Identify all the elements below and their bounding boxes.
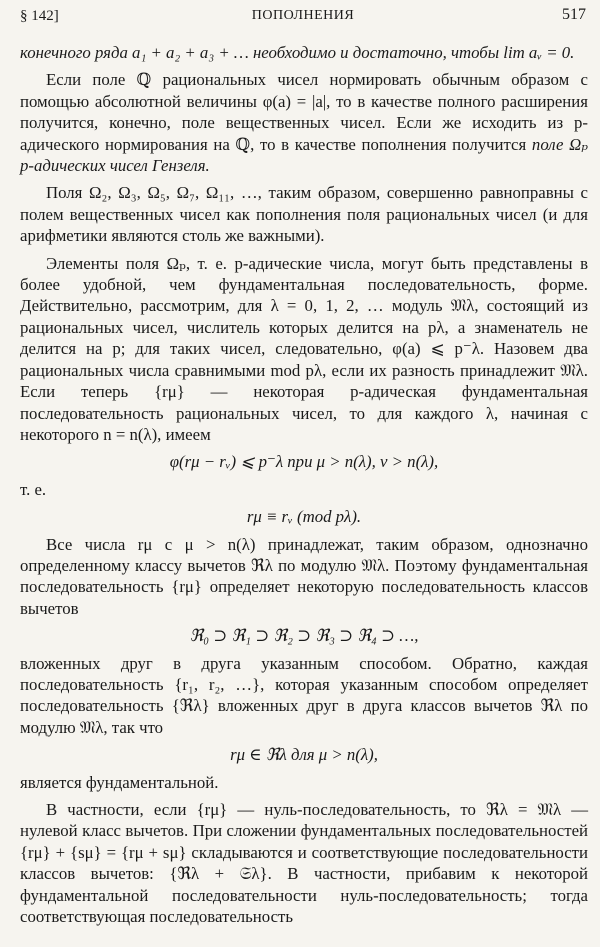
- formula-congruence: rμ ≡ rᵥ (mod pλ).: [246, 507, 362, 527]
- page-number: 517: [562, 6, 586, 23]
- text-run: Поля Ω₂, Ω₃, Ω₅, Ω₇, Ω₁₁, …, таким образом, совершенно равноправны с полем вещественных чисел как пополнения поля рациональных чисел (и для арифметики являются столь же важными).: [20, 183, 588, 246]
- paragraph-p2: [20, 182, 588, 246]
- formula-norm-inequality: φ(rμ − rᵥ) ⩽ p⁻λ при μ > n(λ), ν > n(λ),: [169, 452, 439, 472]
- paragraph-converse: вложенных друг в друга указанным способом. Обратно, каждая последовательность {r₁, r₂, …}, которая указанным способом определяет последовательность {ℜλ} вложенных друг в друга классов вычетов ℜλ по модулю 𝔐λ, так что: [20, 653, 588, 737]
- paragraph-null-sequence: В частности, если {rμ} — нуль-последовательность, то ℜλ = 𝔐λ — нулевой класс вычетов. При сложении фундаментальных последовательностей {rμ} + {sμ} = {rμ + sμ} складываются и соответствующие последовательности классов вычетов: {ℜλ + 𝔖λ}. В частности, прибавим к некоторой фундаментальной последовательности нуль-последовательность; тогда соответствующая последовательность: [20, 800, 588, 927]
- running-header: [20, 6, 586, 30]
- paragraph-p3: [20, 253, 588, 446]
- paragraph-p1: [20, 69, 588, 176]
- paragraph-p0: [20, 42, 588, 63]
- formula-membership: rμ ∈ ℜλ для μ > n(λ),: [230, 745, 378, 765]
- text-run: Элементы поля Ωₚ, т. е. p-адические числа, могут быть представлены в более удобной, чем фундаментальная последовательность, форме. Действительно, рассмотрим, для λ = 0, 1, 2, … модуль 𝔐λ, состоящий из рациональных чисел, числитель которых делится на pλ, а знаменатель не делится на p; для таких чисел, следовательно, φ(a) ⩽ p⁻λ. Назовем два рациональных числа сравнимыми mod pλ, если их разность принадлежит 𝔐λ. Если теперь {rμ} — некоторая p-адическая фундаментальная последовательность рациональных чисел, то для каждого λ, начиная с некоторого n = n(λ), имеем: [20, 253, 588, 444]
- te-label: т. е.: [20, 479, 47, 499]
- formula-nested-classes: ℜ₀ ⊃ ℜ₁ ⊃ ℜ₂ ⊃ ℜ₃ ⊃ ℜ₄ ⊃ …,: [189, 626, 419, 646]
- paragraph-residue-classes: Все числа rμ с μ > n(λ) принадлежат, таким образом, однозначно определенному классу вычетов ℜλ по модулю 𝔐λ. Поэтому фундаментальная последовательность {rμ} определяет некоторую последовательность классов вычетов: [20, 534, 588, 618]
- section-ref: § 142]: [20, 8, 59, 24]
- chapter-title: ПОПОЛНЕНИЯ: [251, 8, 355, 23]
- page-body: [20, 42, 588, 933]
- paragraphs: [20, 42, 588, 445]
- text-run: Если поле ℚ рациональных чисел нормировать обычным образом с помощью абсолютной величины φ(a) = |a|, то в качестве полного расширения получится, конечно, поле вещественных чисел. Если же исходить из p-адического нормирования на ℚ, то в качестве пополнения получится: [20, 70, 588, 154]
- paragraph-fundamental: является фундаментальной.: [20, 772, 219, 792]
- text-run: конечного ряда a₁ + a₂ + a₃ + … необходимо и достаточно, чтобы lim aᵥ = 0.: [20, 43, 575, 62]
- text-run: поле Ωₚ p-адических чисел Гензеля.: [20, 134, 589, 176]
